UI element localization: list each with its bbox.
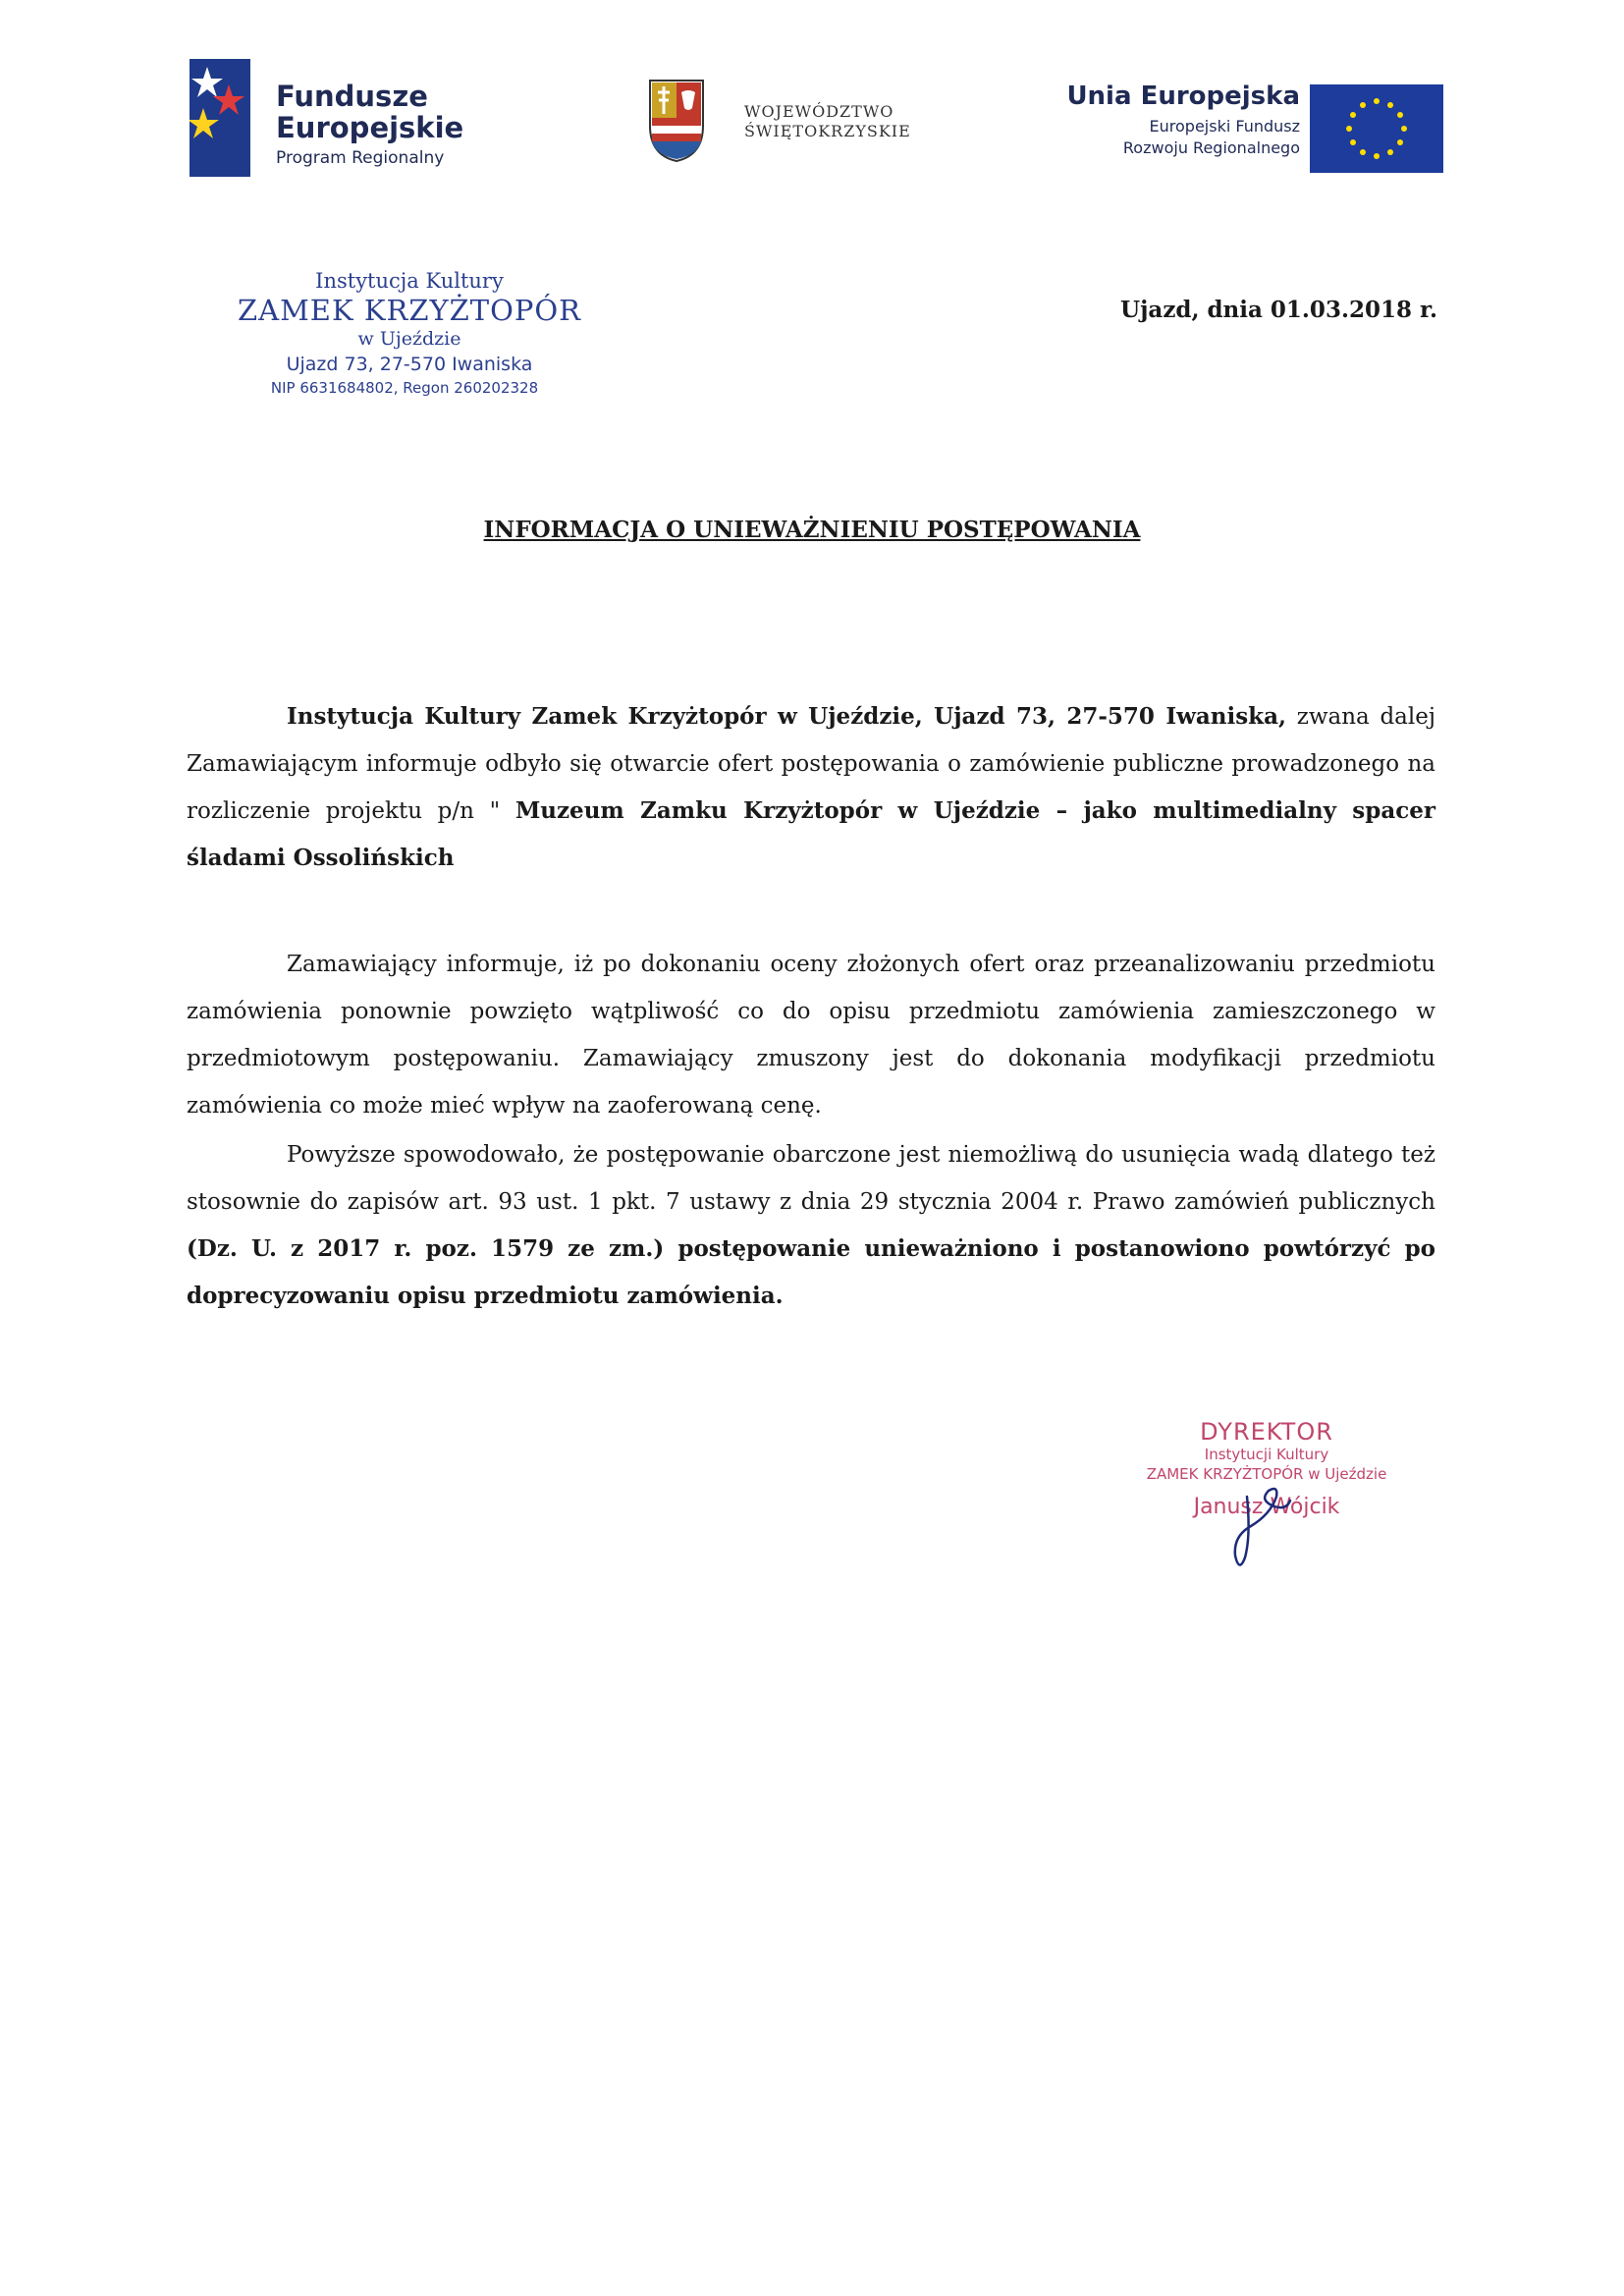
- paragraph-1-project-name: Muzeum Zamku Krzyżtopór w Ujeździe – jako multimedialny spacer śladami Ossolińskich: [187, 797, 1435, 871]
- eu-line1: Unia Europejska: [1066, 82, 1300, 111]
- fe-line2: Europejskie: [276, 111, 464, 144]
- institution-stamp: [228, 267, 591, 399]
- signature-line4: Janusz Wójcik: [1193, 1495, 1340, 1519]
- paragraph-1-bold-intro: Instytucja Kultury Zamek Krzyżtopór w Ujeździe, Ujazd 73, 27-570 Iwaniska,: [287, 703, 1287, 730]
- document-title: INFORMACJA O UNIEWAŻNIENIU POSTĘPOWANIA: [483, 517, 1141, 543]
- ws-line1: WOJEWÓDZTWO: [744, 102, 894, 121]
- signature-line2: Instytucji Kultury: [1204, 1446, 1329, 1463]
- paragraph-3-text: Powyższe spowodowało, że postępowanie obarczone jest niemożliwą do usunięcia wadą dlatego też stosownie do zapisów art. 93 ust. 1 pkt. 7 ustawy z dnia 29 stycznia 2004 r. Prawo zamówień publicznych: [187, 1142, 1435, 1215]
- fundusze-europejskie-text: [276, 81, 463, 171]
- director-signature-stamp: [1119, 1418, 1414, 1526]
- stamp-line3: w Ujeździe: [357, 328, 461, 350]
- stamp-line4: Ujazd 73, 27-570 Iwaniska: [286, 354, 533, 375]
- paragraph-3-bold: (Dz. U. z 2017 r. poz. 1579 ze zm.) postępowanie unieważniono i postanowiono powtórzyć po doprecyzowaniu opisu przedmiotu zamówienia.: [187, 1235, 1435, 1309]
- paragraph-1: [187, 693, 1435, 882]
- stamp-line5: NIP 6631684802, Regon 260202328: [270, 379, 539, 397]
- paragraph-2: Zamawiający informuje, iż po dokonaniu oceny złożonych ofert oraz przeanalizowaniu przedmiotu zamówienia ponownie powzięto wątpliwość co do opisu przedmiotu zamówienia zamieszczonego w przedmiotowym postępowaniu. Zamawiający zmuszony jest do dokonania modyfikacji przedmiotu zamówienia co może mieć wpływ na zaoferowaną cenę.: [187, 952, 1435, 1119]
- fe-line1: Fundusze: [276, 80, 428, 113]
- paragraph-1-text: zwana dalej Zamawiającym informuje odbyło się otwarcie ofert postępowania o zamówienie publiczne prowadzonego na rozliczenie projektu p/n ": [187, 704, 1435, 824]
- unia-europejska-text: [1066, 81, 1300, 159]
- handwritten-signature-icon: [1218, 1477, 1306, 1575]
- coat-of-arms-icon: [648, 79, 705, 162]
- paragraph-3: [187, 1131, 1435, 1320]
- stamp-line1: Instytucja Kultury: [315, 269, 504, 293]
- fe-line3: Program Regionalny: [276, 148, 445, 168]
- fundusze-europejskie-logo: [189, 59, 514, 182]
- wojewodztwo-swietokrzyskie-logo: [648, 79, 943, 167]
- wojewodztwo-text: [744, 102, 911, 141]
- stamp-line2: ZAMEK KRZYŻTOPÓR: [237, 294, 582, 327]
- eu-line2: Europejski Fundusz: [1149, 117, 1300, 136]
- fundusze-europejskie-stars-icon: [189, 59, 250, 177]
- signature-line1: DYREKTOR: [1200, 1418, 1333, 1446]
- eu-line3: Rozwoju Regionalnego: [1122, 138, 1300, 157]
- unia-europejska-logo: [1021, 81, 1443, 179]
- ws-line2: ŚWIĘTOKRZYSKIE: [744, 122, 911, 140]
- eu-flag-icon: [1310, 84, 1443, 173]
- signature-line3: ZAMEK KRZYŻTOPÓR w Ujeździe: [1146, 1465, 1387, 1483]
- document-date: Ujazd, dnia 01.03.2018 r.: [1120, 297, 1437, 323]
